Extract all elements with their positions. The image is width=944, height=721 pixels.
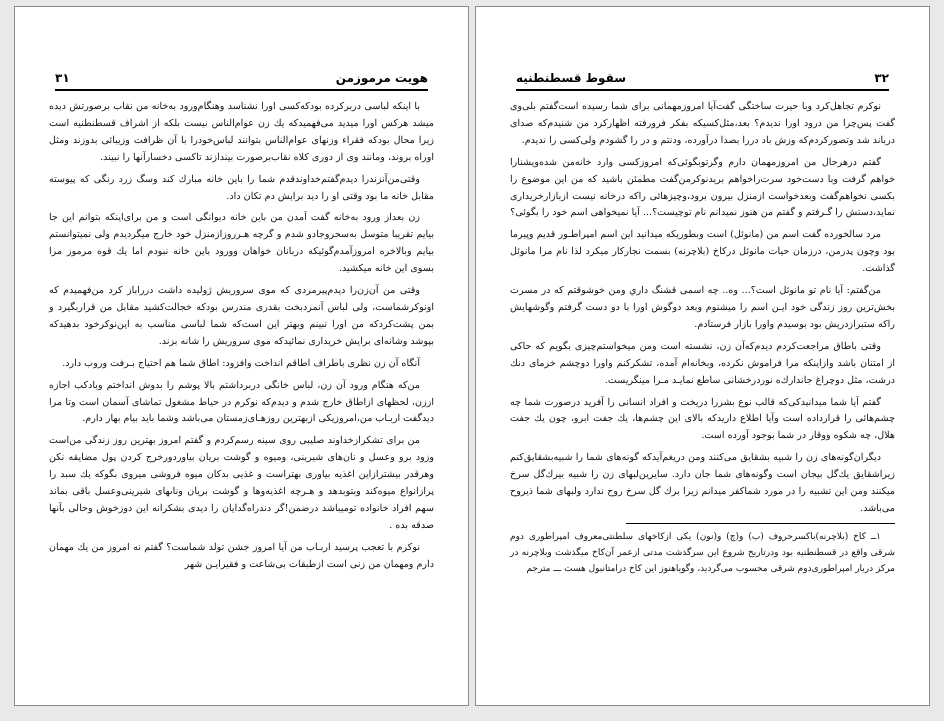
page-header	[516, 65, 889, 91]
page-header	[55, 65, 428, 91]
paragraph: من براى تشكرازخداوند صليبى روى سينه رسم‌كردم و گفتم امروز بهترين روز زندگى من‌است وزود برو وعسل و نان‌هاى شيرينى، وميوه و گوشت بريان بياوردورخرج كردن پول مضايقه نكن وهرقدر بيشترازاين اغذيه بياورى بهتراست و غذيى بدكان ميوه فروشى ميروى بگوكه يك سبد را پرازانواع ميوه‌كند وبتوبدهد و هـرچه اغذيه‌وها و گوشت بريان وناىهاى شيرينى‌وعسل باقى بماند سهم افراد خانواده توميباشد درضمن!گر دندراه‌گدايان را ديدى بشكرانه اين دوزخوش وحالى بآنها صدقه بده .	[49, 435, 434, 531]
paragraph: گفتم آيا شما ميدانيدكى‌كه قالب نوع بشررا دريخت و افراد انسانى را آفريد درصورت شما چه چشم‌هائى را قرارداده است وآيا اطلاع داريدكه بالاى اين چشم‌ها، يك جفت ابرو، چون يك جفت هلال، چه شكوه ووقار در شما بوجود آورده است.	[510, 396, 895, 442]
paragraph: من‌كه هنگام ورود آن زن، لباس خانگى دربرداشتم بالا پوشم را بدوش انداختم وبادكب اجازه اززن، لحظهاى ازاطاق خارج شدم و ديدم‌كه نوكرم در حياط مشغول تماشاى آسمان است وتا مرا ديدگفت اربـاب من،امروزيكى ازبهترين روزهـاى‌زمستان مى‌باشد وشما بايد بيام بهار دارم.	[49, 379, 434, 425]
page-body	[510, 99, 895, 582]
left-book-page	[14, 6, 469, 706]
running-title: سقوط قسطنطنيه	[516, 71, 627, 85]
paragraph: وقتى باطاق مراجعت‌كردم ديدم‌كه‌آن زن، نشسته است ومن ميخواستم‌چيزى بگويم كه حاكى از امتنان باشد وازاينكه مرا فراموش نكرده، وبخانه‌ام آمده، تشكركنم واورا دوچشم خرماى دنك درشت، مثل دوچراغ جاندارك‌ه نوردرخشانى ساطع نمايـد مـرا مينگريست.	[510, 340, 895, 386]
paragraph: نوكرم با تعجب پرسيد اربـاب من آيا امروز جشن تولد شماست؟ گفتم نه امروز من يك مهمان دارم ومهمان من زنى است ازطبقات بى‌شاعت و فقيرايـن شهر	[49, 541, 434, 570]
page-number: ۳۱	[55, 71, 70, 85]
paragraph: زن بعداز ورود بەخانه گفت آمدن من باين خانه ديوانگى است و من براى‌اينكه بتوانم اين جا بيايم تقريبا متوسل بەسحروجادو شدم و گرچه هـرروزازمنزل خود خارج ميگرديدم ولى نميتوانستم بيايم وبالاخره امروزآمدم‌گوئيكه دربانان خواهان وورود باين خانه نبودم اما يك قوه مرموز مرا بسوى اين خانه ميكشيد.	[49, 212, 434, 275]
footnote-divider	[626, 523, 896, 524]
page-body	[49, 99, 434, 579]
paragraph: من‌گفتم: آيا نام تو مانوئل است؟... وه.. چه اسمى قشنگ‌ داري ومن خوشوقتم كه در مسرت بخش‌ترين روز زندگى خود ايـن اسم را ميشنوم وبعد دوگوش اورا با دو دست گرفتم وگوشهايش را‌كه ستبرازدريش بود بوسيدم واورا بازار فرستادم.	[510, 285, 895, 330]
paragraph: ديگران‌گونه‌هاى زن را شبيه بشقايق مى‌كنند ومن دريغم‌آيدكه گونه‌هاى شما را شبيه‌بشقايق‌كنم زيراشقايق يك‌گل بيجان است وگونه‌هاى شما جان دارد. سايرين‌لبهاى زن را شبيه بيرك‌گل سرخ ميكنند ومن اين تشبيه را در مورد شماكفر ميدانم زيرا برك گل سرخ روح ندارد ولبهاى شما ذيروح مى‌باشد.	[510, 452, 895, 514]
paragraph: وقتى‌ من‌ آن‌زن‌را‌ ديدم‌پيرمردى‌ كه‌ موى‌ سروريش‌ ژوليده‌ داشت‌ درراباز كرد من‌فهميدم كه‌ اونوكرشماست، ولى‌ لباس‌ آنمرد‌بخت‌ بقدرى‌ مندرس‌ بودكه‌ خجالت‌كشيد‌ مقابل من قراربگيرد و بمن پشت‌كرد‌كه من اورا نبينم وبهتر اين است‌كه شما لباسى مناسب به اين‌نوكرخود بدهيدكه بپوشد وشانه‌اى برايش خريدارى نمائيدكه موى سروريش را شانه بزند.	[49, 285, 434, 347]
running-title: هويت مرموزمن	[335, 71, 428, 85]
right-book-page	[475, 6, 930, 706]
paragraph: آنگاه آن زن نظرى باطراف اطاقم انداخت وافزود: اطاق شما هم احتياج بـرفت وروب دارد.	[62, 357, 420, 369]
paragraph: وقتى‌من‌آنزندرا ديدم‌گفتم‌خداوندقدم شما را باين خانه مبارك كند وسگ زرد رنگى كه پيوسته مقابل خانه ما بود وقتى او را ديد برايش دم تكان داد.	[49, 173, 434, 202]
page-number: ۳۲	[874, 71, 889, 85]
footnote: ١ــ كاخ (بلاچرنه)باكسرحروف (ب) و(چ) و(نون) يكى ازكاخهاى سلطنتى‌معروف امپراطورى دوم شرقى واقع در قسطنطنيه بود ودرتاريخ شروع اين سرگذشت مدتى ازعمر آن‌كاخ ميگذشت وبلاچرنه در مركز دربار امپراطورى‌دوم شرقى محسوب مى‌گرديد، وگوياهنوز اين كاخ درامتانبول هست ـــ مترجم	[510, 531, 895, 574]
paragraph: با اينكه لباسى دربركرده بودكه‌كسى اورا نشناسد وهنگام‌ورود بەخانه من نقاب برصورتش ديده ميشد هركس اورا ميديد مى‌فهميدكه يك زن عوام‌الناس نيست بلكه از اشراف قسطنطنيه است زيرا محال بودكه فقراء وزنهاى عوام‌الناس بتوانند لباس‌خودرا با آن ظرافت وزيبائى بدوزند ومثل اوراه بروند، ومانند وى از دورى كلاه نقاب‌برصورت بيندازند تاكسى دخسارآنها را نبيند.	[49, 101, 434, 163]
paragraph: نوكرم تجاهل‌كرد وبا حيرت ساختگى گفت‌آيا امروزمهمانى براى شما رسيده است‌گفتم بلى‌وى گفت پس‌چرا من درود اورا نديدم؟ بعد،مثل‌كسيكه بفكر فرورفته اظهاركرد من شنيدم‌كه صداى درباند شد وتصوركردم‌كه وزش باد دررا بصدا درآورده، ودنتم و در را گشودم ولى‌كسى را نديدم.	[510, 101, 895, 146]
paragraph: مرد سالخورده گفت اسم من (مانوئل) است وبطوريكه ميدانيد اين اسم امپراطـور قديم وپيرما بود وچون پدرمن، درزمان حيات مانوئل دركاخ (بلاچرنه) بسمت نجاركار ميكرد لذا نام مرا مانوئل گذاشت.	[510, 229, 895, 275]
paragraph: گفتم درهرحال من امروزمهمان دارم وگرتوبگوئى‌كه امروزكسى وارد خانه‌من شده‌ويشنارا خواهم گرفت وبا دست‌خود سرت‌راخواهم بريدنوكرمن‌گفت مطمئن باشيد كه من اين موضوع را بكسى نخواهم‌گفت وبعدخواست ازمنزل بيرون برود،وچيزهائى راكه درخانه نيست ازبازارخريدارى نمايد،دستش را گـرفتم و گفتم من هنوز نميدانم نام توچيست؟... آيا نميخواهى اسم خود را بگوئى؟	[510, 156, 895, 219]
